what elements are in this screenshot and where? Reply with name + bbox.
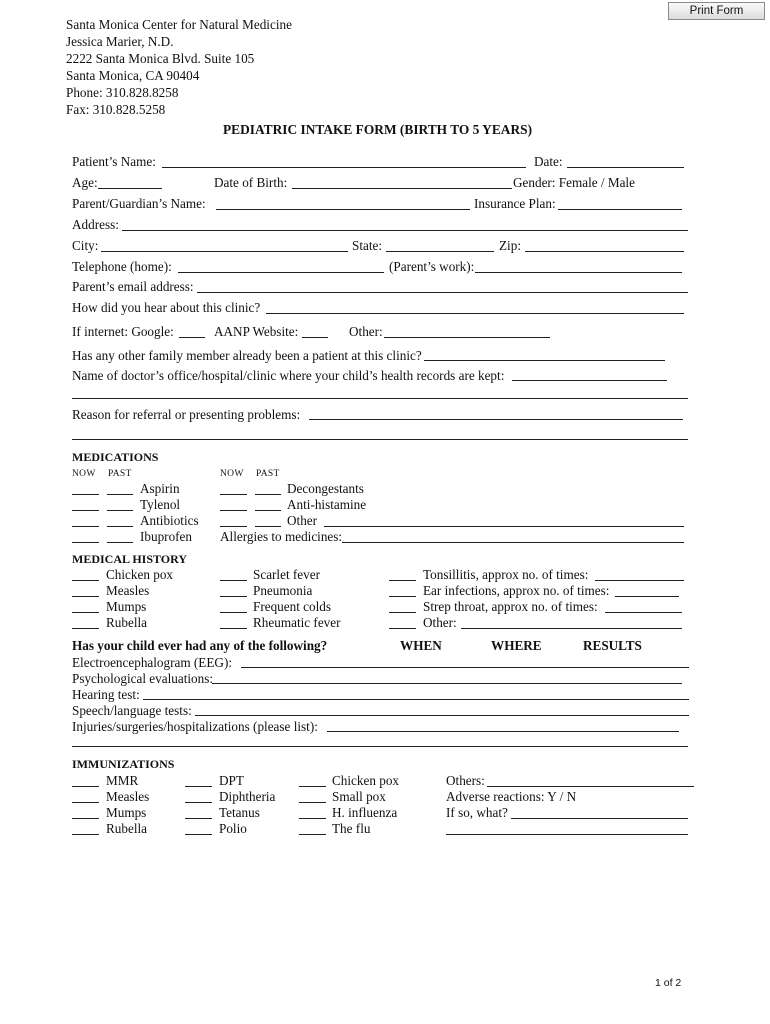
guardian-label: Parent/Guardian’s Name: xyxy=(72,196,206,211)
allergies-label: Allergies to medicines: xyxy=(220,529,343,544)
dob-field[interactable] xyxy=(292,188,512,189)
imm-others-label: Others: xyxy=(446,773,485,788)
tylenol-now-field[interactable] xyxy=(72,510,99,511)
measles-field[interactable] xyxy=(72,596,99,597)
email-label: Parent’s email address: xyxy=(72,279,194,294)
ibuprofen-now-field[interactable] xyxy=(72,542,99,543)
family-patient-field[interactable] xyxy=(424,360,665,361)
if-so-field[interactable] xyxy=(511,818,688,819)
frequent-colds-field[interactable] xyxy=(220,612,247,613)
test-injuries-label: Injuries/surgeries/hospitalizations (please list): xyxy=(72,719,318,734)
imm-mumps-field[interactable] xyxy=(72,818,99,819)
history-rubella: Rubella xyxy=(106,615,148,630)
imm-measles-field[interactable] xyxy=(72,802,99,803)
ibuprofen-past-field[interactable] xyxy=(107,542,133,543)
chicken-pox-field[interactable] xyxy=(72,580,99,581)
other-source-label: Other: xyxy=(349,324,383,339)
aspirin-past-field[interactable] xyxy=(107,494,133,495)
imm-flu: The flu xyxy=(332,821,371,836)
date-label: Date: xyxy=(534,154,563,169)
imm-dpt: DPT xyxy=(219,773,244,788)
form-title: PEDIATRIC INTAKE FORM (BIRTH TO 5 YEARS) xyxy=(223,122,533,137)
imm-chicken-pox: Chicken pox xyxy=(332,773,400,788)
address-line-2: Santa Monica, CA 90404 xyxy=(66,68,200,83)
mmr-field[interactable] xyxy=(72,786,99,787)
aanp-field[interactable] xyxy=(302,337,328,338)
medical-history-heading: MEDICAL HISTORY xyxy=(72,552,188,566)
doctor-name: Jessica Marier, N.D. xyxy=(66,34,174,49)
ear-infections-field[interactable] xyxy=(389,596,416,597)
records-field[interactable] xyxy=(512,380,667,381)
test-hearing-field[interactable] xyxy=(143,699,689,700)
test-injuries-field[interactable] xyxy=(327,731,679,732)
rubella-field[interactable] xyxy=(72,628,99,629)
imm-diphtheria: Diphtheria xyxy=(219,789,276,804)
past-header-left: PAST xyxy=(108,469,132,479)
scarlet-fever-field[interactable] xyxy=(220,580,247,581)
records-label: Name of doctor’s office/hospital/clinic where your child’s health records are kept: xyxy=(72,368,505,383)
patients-name-field[interactable] xyxy=(162,167,526,168)
med-antihistamine: Anti-histamine xyxy=(287,497,367,512)
parents-work-field[interactable] xyxy=(475,272,682,273)
state-field[interactable] xyxy=(386,251,494,252)
history-measles: Measles xyxy=(106,583,150,598)
where-column-header: WHERE xyxy=(491,638,542,653)
med-decongestants: Decongestants xyxy=(287,481,364,496)
email-field[interactable] xyxy=(197,292,688,293)
date-field[interactable] xyxy=(567,167,684,168)
imm-rubella-field[interactable] xyxy=(72,834,99,835)
imm-rubella: Rubella xyxy=(106,821,148,836)
city-label: City: xyxy=(72,238,99,253)
history-chicken-pox: Chicken pox xyxy=(106,567,174,582)
city-field[interactable] xyxy=(101,251,348,252)
when-column-header: WHEN xyxy=(400,638,442,653)
history-ear-infections: Ear infections, approx no. of times: xyxy=(423,583,610,598)
history-frequent-colds: Frequent colds xyxy=(253,599,332,614)
history-mumps: Mumps xyxy=(106,599,147,614)
tonsillitis-field[interactable] xyxy=(389,580,416,581)
tests-question: Has your child ever had any of the following? xyxy=(72,638,328,653)
history-pneumonia: Pneumonia xyxy=(253,583,313,598)
referral-field-2[interactable] xyxy=(72,439,688,440)
history-scarlet-fever: Scarlet fever xyxy=(253,567,320,582)
med-tylenol: Tylenol xyxy=(140,497,181,512)
other-med-now-field[interactable] xyxy=(220,526,247,527)
med-ibuprofen: Ibuprofen xyxy=(140,529,192,544)
records-field-2[interactable] xyxy=(72,398,688,399)
referral-label: Reason for referral or presenting problems: xyxy=(72,407,301,422)
med-other: Other xyxy=(287,513,318,528)
allergies-field[interactable] xyxy=(342,542,684,543)
imm-h-influenza: H. influenza xyxy=(332,805,398,820)
pneumonia-field[interactable] xyxy=(220,596,247,597)
imm-chicken-pox-field[interactable] xyxy=(299,786,326,787)
aspirin-now-field[interactable] xyxy=(72,494,99,495)
if-so-label: If so, what? xyxy=(446,805,508,820)
test-injuries-field-2[interactable] xyxy=(72,746,688,747)
telephone-home-field[interactable] xyxy=(178,272,384,273)
test-hearing-label: Hearing test: xyxy=(72,687,140,702)
guardian-field[interactable] xyxy=(216,209,470,210)
past-header-right: PAST xyxy=(256,469,280,479)
med-aspirin: Aspirin xyxy=(140,481,180,496)
state-label: State: xyxy=(352,238,383,253)
now-header-left: NOW xyxy=(72,469,96,479)
address-field[interactable] xyxy=(122,230,688,231)
med-antibiotics: Antibiotics xyxy=(140,513,199,528)
phone: Phone: 310.828.8258 xyxy=(66,85,179,100)
test-eeg-label: Electroencephalogram (EEG): xyxy=(72,655,233,670)
imm-mmr: MMR xyxy=(106,773,139,788)
fax: Fax: 310.828.5258 xyxy=(66,102,166,117)
referral-field[interactable] xyxy=(309,419,683,420)
other-med-past-field[interactable] xyxy=(255,526,281,527)
antibiotics-past-field[interactable] xyxy=(107,526,133,527)
telephone-home-label: Telephone (home): xyxy=(72,259,172,274)
parents-work-label: (Parent’s work): xyxy=(389,259,475,274)
history-other: Other: xyxy=(423,615,457,630)
results-column-header: RESULTS xyxy=(583,638,642,653)
hear-about-label: How did you hear about this clinic? xyxy=(72,300,261,315)
mumps-field[interactable] xyxy=(72,612,99,613)
age-label: Age: xyxy=(72,175,98,190)
if-so-field-2[interactable] xyxy=(446,834,688,835)
other-source-field[interactable] xyxy=(384,337,550,338)
strep-throat-field[interactable] xyxy=(389,612,416,613)
tonsillitis-count-field[interactable] xyxy=(595,580,684,581)
antibiotics-now-field[interactable] xyxy=(72,526,99,527)
adverse-reactions-label[interactable]: Adverse reactions: Y / N xyxy=(446,789,577,804)
rheumatic-fever-field[interactable] xyxy=(220,628,247,629)
imm-others-field[interactable] xyxy=(487,786,694,787)
other-history-check-field[interactable] xyxy=(389,628,416,629)
tetanus-field[interactable] xyxy=(185,818,212,819)
flu-field[interactable] xyxy=(299,834,326,835)
imm-measles: Measles xyxy=(106,789,150,804)
antihistamine-past-field[interactable] xyxy=(255,510,281,511)
immunizations-heading: IMMUNIZATIONS xyxy=(72,757,175,771)
dob-label: Date of Birth: xyxy=(214,175,288,190)
google-label: If internet: Google: xyxy=(72,324,174,339)
test-psych-label: Psychological evaluations: xyxy=(72,671,214,686)
test-psych-field[interactable] xyxy=(212,683,682,684)
zip-field[interactable] xyxy=(525,251,684,252)
history-rheumatic-fever: Rheumatic fever xyxy=(253,615,341,630)
h-influenza-field[interactable] xyxy=(299,818,326,819)
clinic-name: Santa Monica Center for Natural Medicine xyxy=(66,17,292,32)
diphtheria-field[interactable] xyxy=(185,802,212,803)
now-header-right: NOW xyxy=(220,469,244,479)
address-label: Address: xyxy=(72,217,119,232)
imm-polio: Polio xyxy=(219,821,247,836)
test-eeg-field[interactable] xyxy=(241,667,689,668)
small-pox-field[interactable] xyxy=(299,802,326,803)
history-strep-throat: Strep throat, approx no. of times: xyxy=(423,599,598,614)
imm-small-pox: Small pox xyxy=(332,789,386,804)
imm-mumps: Mumps xyxy=(106,805,147,820)
dpt-field[interactable] xyxy=(185,786,212,787)
other-history-field[interactable] xyxy=(461,628,682,629)
tylenol-past-field[interactable] xyxy=(107,510,133,511)
print-form-button[interactable]: Print Form xyxy=(668,2,765,20)
insurance-field[interactable] xyxy=(558,209,682,210)
patients-name-label: Patient’s Name: xyxy=(72,154,156,169)
imm-tetanus: Tetanus xyxy=(219,805,260,820)
address-line-1: 2222 Santa Monica Blvd. Suite 105 xyxy=(66,51,255,66)
ear-infections-count-field[interactable] xyxy=(615,596,679,597)
age-field[interactable] xyxy=(98,188,162,189)
family-patient-label: Has any other family member already been a patient at this clinic? xyxy=(72,348,422,363)
decongestants-now-field[interactable] xyxy=(220,494,247,495)
page-number: 1 of 2 xyxy=(655,977,682,989)
strep-throat-count-field[interactable] xyxy=(605,612,682,613)
polio-field[interactable] xyxy=(185,834,212,835)
hear-about-field[interactable] xyxy=(266,313,684,314)
decongestants-past-field[interactable] xyxy=(255,494,281,495)
gender-label[interactable]: Gender: Female / Male xyxy=(513,175,635,190)
other-med-field[interactable] xyxy=(324,526,684,527)
history-tonsillitis: Tonsillitis, approx no. of times: xyxy=(423,567,589,582)
medications-heading: MEDICATIONS xyxy=(72,450,159,464)
test-speech-field[interactable] xyxy=(195,715,689,716)
antihistamine-now-field[interactable] xyxy=(220,510,247,511)
google-field[interactable] xyxy=(179,337,205,338)
aanp-label: AANP Website: xyxy=(214,324,299,339)
test-speech-label: Speech/language tests: xyxy=(72,703,192,718)
insurance-label: Insurance Plan: xyxy=(474,196,556,211)
zip-label: Zip: xyxy=(499,238,521,253)
